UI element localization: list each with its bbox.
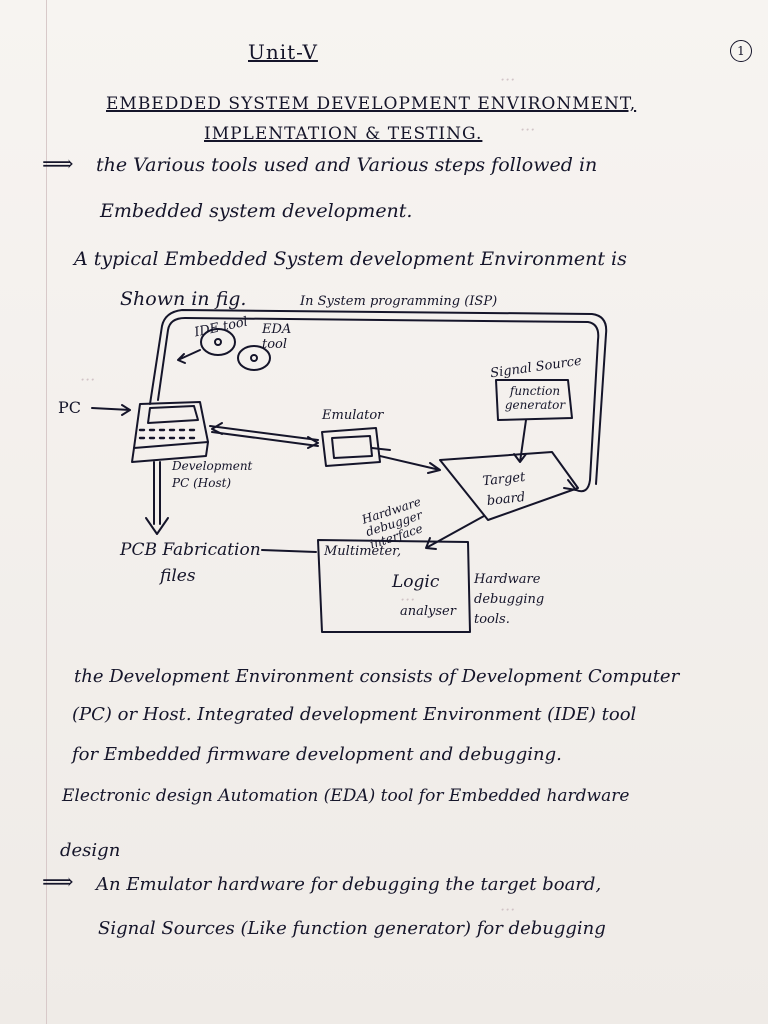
isp-label: In System programming (ISP) [300,294,498,309]
intro-line-4: Shown in fig. [120,288,247,310]
body-line-1: the Development Environment consists of Development Computer [74,666,680,687]
pc-label: PC [58,398,82,417]
body-line-3: for Embedded firmware development and debugging. [72,744,562,765]
hardware-debugging-tools-label: Hardware debugging tools. [474,572,545,627]
eda-tool-label: EDA tool [262,322,292,352]
hardware-debugger-label: Hardware debugger interface [360,494,425,552]
analyser-label: analyser [400,604,456,619]
development-pc-icon [134,402,208,448]
signal-source-label: Signal Source [489,353,583,382]
bleed-through-text: ··· [500,70,516,89]
bleed-through-text: ··· [80,370,96,389]
unit-heading: Unit-V [248,40,318,64]
arrow-icon: ⟹ [42,870,74,895]
title-line-1: EMBEDDED SYSTEM DEVELOPMENT ENVIRONMENT, [106,94,637,114]
body-line-2: (PC) or Host. Integrated development Environment (IDE) tool [72,704,637,725]
page-number: 1 [730,40,752,62]
bleed-through-text: ··· [520,120,536,139]
target-board-label: Target board [481,469,527,509]
function-generator-label: function generator [504,384,566,412]
intro-line-2: Embedded system development. [100,200,413,222]
body-line-7: Signal Sources (Like function generator) for debugging [98,918,606,939]
multimeter-label: Multimeter, [324,544,402,559]
ide-tool-label: IDE tool [193,314,250,341]
body-line-4: Electronic design Automation (EDA) tool for Embedded hardware [62,786,630,806]
intro-line-1: the Various tools used and Various steps followed in [96,154,598,176]
pcb-label: PCB Fabrication [120,540,261,560]
intro-line-3: A typical Embedded System development Environment is [74,248,627,270]
pcb-files-label: files [160,566,196,586]
bleed-through-text: ··· [500,900,516,919]
pc-pointer-arrow [92,405,130,415]
body-line-5: design [60,840,121,861]
emulator-label: Emulator [322,408,384,423]
bleed-through-text: ··· [400,590,416,609]
title-line-2: IMPLENTATION & TESTING. [204,124,483,144]
body-line-6: An Emulator hardware for debugging the target board, [96,874,602,895]
development-pc-label: Development PC (Host) [172,459,253,490]
logic-label: Logic [392,572,440,592]
emulator-target-link [380,456,440,473]
arrow-icon: ⟹ [42,152,74,177]
